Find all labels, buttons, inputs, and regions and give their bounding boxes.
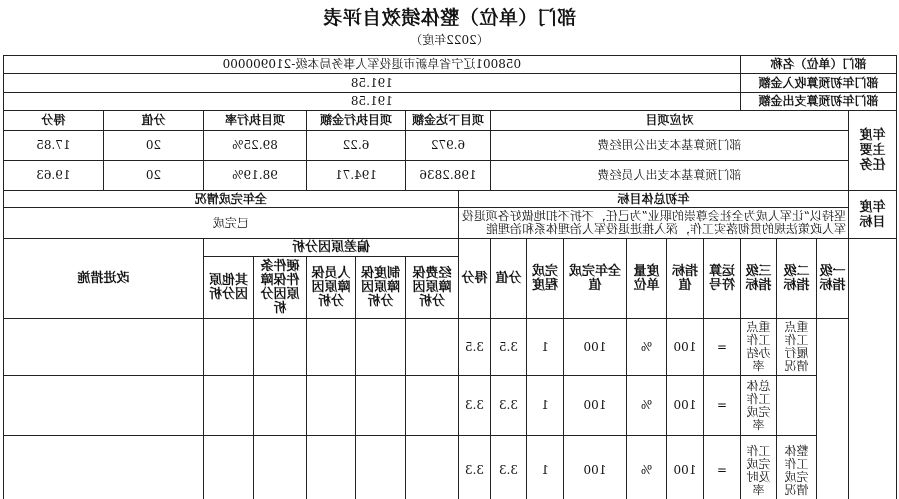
header-indicator-score: 得分 (458, 239, 490, 319)
budget-expense-row (3, 93, 896, 111)
header-score-value: 分值 (103, 111, 203, 131)
budget-expense-value: 191.58 (3, 93, 740, 111)
budget-income-label: 部门年初预算收入金额 (740, 74, 896, 93)
unit: % (626, 319, 666, 376)
header-allocated-amount: 项目下达金额 (405, 111, 490, 131)
budget-income-value: 191.58 (3, 74, 740, 93)
hardware-reason-cell (253, 436, 306, 499)
header-execution-rate: 项目执行率 (203, 111, 306, 131)
completion-degree: 1 (526, 376, 563, 436)
header-level2-indicator: 二级指标 (777, 239, 817, 319)
level2-indicator: 重点工作履行情况 (777, 319, 817, 376)
funding-reason-cell (405, 436, 458, 499)
indicator-score-value: 3.3 (490, 376, 526, 436)
document-year: （2022年度） (410, 33, 489, 47)
actual-value: 100 (563, 436, 626, 499)
indicator-score-value: 3.5 (490, 319, 526, 376)
other-reason-cell (203, 436, 253, 499)
task-score: 17.85 (3, 131, 103, 161)
hardware-reason-cell (253, 376, 306, 436)
table-row (3, 131, 896, 161)
completion-degree: 1 (526, 319, 563, 376)
header-project: 对应项目 (490, 111, 848, 131)
level2-indicator (777, 376, 817, 436)
personnel-reason-cell (306, 376, 355, 436)
header-other-reason: 其他原因分析 (203, 257, 253, 319)
indicators-header-row (3, 239, 896, 257)
indicator-score: 3.3 (458, 376, 490, 436)
header-deviation-analysis: 偏差原因分析 (203, 239, 458, 257)
annual-tasks-label (849, 111, 897, 191)
task-allocated-amount: 6.972 (405, 131, 490, 161)
header-indicator-score-value: 分值 (490, 239, 526, 319)
document-title: 部门（单位）整体绩效自评表 (322, 7, 577, 29)
header-unit: 度量单位 (626, 239, 666, 319)
indicator-score: 3.3 (458, 436, 490, 499)
operator: = (703, 376, 740, 436)
goals-header-row (3, 191, 896, 208)
hardware-reason-cell (253, 319, 306, 376)
actual-value: 100 (563, 376, 626, 436)
task-allocated-amount: 198.2836 (405, 161, 490, 191)
table-row (3, 161, 896, 191)
header-score: 得分 (3, 111, 103, 131)
header-completion-degree: 完成程度 (526, 239, 563, 319)
system-reason-cell (355, 319, 405, 376)
task-project: 部门预算基本支出公用经费 (490, 131, 848, 161)
header-hardware-reason: 硬件条件保障原因分析 (253, 257, 306, 319)
annual-tasks-label-text: 年度主要任务 (859, 128, 886, 173)
target-value: 100 (666, 376, 703, 436)
funding-reason-cell (405, 376, 458, 436)
header-completion: 全年完成情况 (3, 191, 458, 208)
header-level1-indicator: 一级指标 (817, 239, 849, 319)
funding-reason-cell (405, 319, 458, 376)
completion-degree: 1 (526, 436, 563, 499)
goals-row (3, 208, 896, 239)
indicators-section-cell (849, 239, 897, 499)
task-project: 部门预算基本支出人员经费 (490, 161, 848, 191)
task-execution-rate: 89.25% (203, 131, 306, 161)
task-score: 19.63 (3, 161, 103, 191)
header-improvement: 改进措施 (3, 239, 203, 319)
task-score-value: 20 (103, 161, 203, 191)
task-execution-rate: 98.19% (203, 161, 306, 191)
indicator-score: 3.5 (458, 319, 490, 376)
header-operator: 运算符号 (703, 239, 740, 319)
header-target-value: 指标值 (666, 239, 703, 319)
table-row (3, 436, 896, 499)
task-score-value: 20 (103, 131, 203, 161)
initial-goal-cell (458, 208, 848, 239)
indicator-score-value: 3.3 (490, 436, 526, 499)
header-system-reason: 制度保障原因分析 (355, 257, 405, 319)
department-name-value: 058001辽宁省阜新市退役军人事务局本级-210900000 (3, 56, 740, 74)
level3-indicator: 重点工作办结率 (740, 319, 776, 376)
completion-status: 已完成 (3, 208, 458, 239)
operator: = (703, 436, 740, 499)
budget-income-row (3, 74, 896, 93)
other-reason-cell (203, 319, 253, 376)
improvement-cell (3, 319, 203, 376)
table-row (3, 319, 896, 376)
header-executed-amount: 项目执行金额 (306, 111, 405, 131)
operator: = (703, 319, 740, 376)
header-level3-indicator: 三级指标 (740, 239, 776, 319)
target-value: 100 (666, 319, 703, 376)
personnel-reason-cell (306, 436, 355, 499)
unit: % (626, 436, 666, 499)
task-executed-amount: 6.22 (306, 131, 405, 161)
budget-expense-label: 部门年初预算支出金额 (740, 93, 896, 111)
level3-indicator: 工作完成及时率 (740, 436, 776, 499)
improvement-cell (3, 376, 203, 436)
level3-indicator: 总体工作完成率 (740, 376, 776, 436)
table-row (3, 376, 896, 436)
annual-goals-label (849, 191, 897, 239)
unit: % (626, 376, 666, 436)
improvement-cell (3, 436, 203, 499)
annual-goals-label-text: 年度目标 (859, 199, 886, 230)
department-name-row (3, 56, 896, 74)
level1-indicator-cell (817, 319, 849, 499)
system-reason-cell (355, 436, 405, 499)
other-reason-cell (203, 376, 253, 436)
header-personnel-reason: 人员保障原因分析 (306, 257, 355, 319)
task-executed-amount: 194.71 (306, 161, 405, 191)
initial-goal-text: 坚持以“让军人成为全社会尊崇的职业”为己任，不折不扣地做好各项退役军人政策法规的贯彻落实工作，深入推进退役军人治理体系和治理能 (461, 210, 846, 236)
actual-value: 100 (563, 319, 626, 376)
level2-indicator: 整体工作完成情况 (777, 436, 817, 499)
header-actual-value: 全年完成值 (563, 239, 626, 319)
tasks-header-row (3, 111, 896, 131)
header-initial-goal: 年初总体目标 (458, 191, 848, 208)
department-name-label: 部门（单位）名称 (740, 56, 896, 74)
header-funding-reason: 经费保障原因分析 (405, 257, 458, 319)
personnel-reason-cell (306, 319, 355, 376)
system-reason-cell (355, 376, 405, 436)
target-value: 100 (666, 436, 703, 499)
evaluation-table (3, 55, 897, 499)
